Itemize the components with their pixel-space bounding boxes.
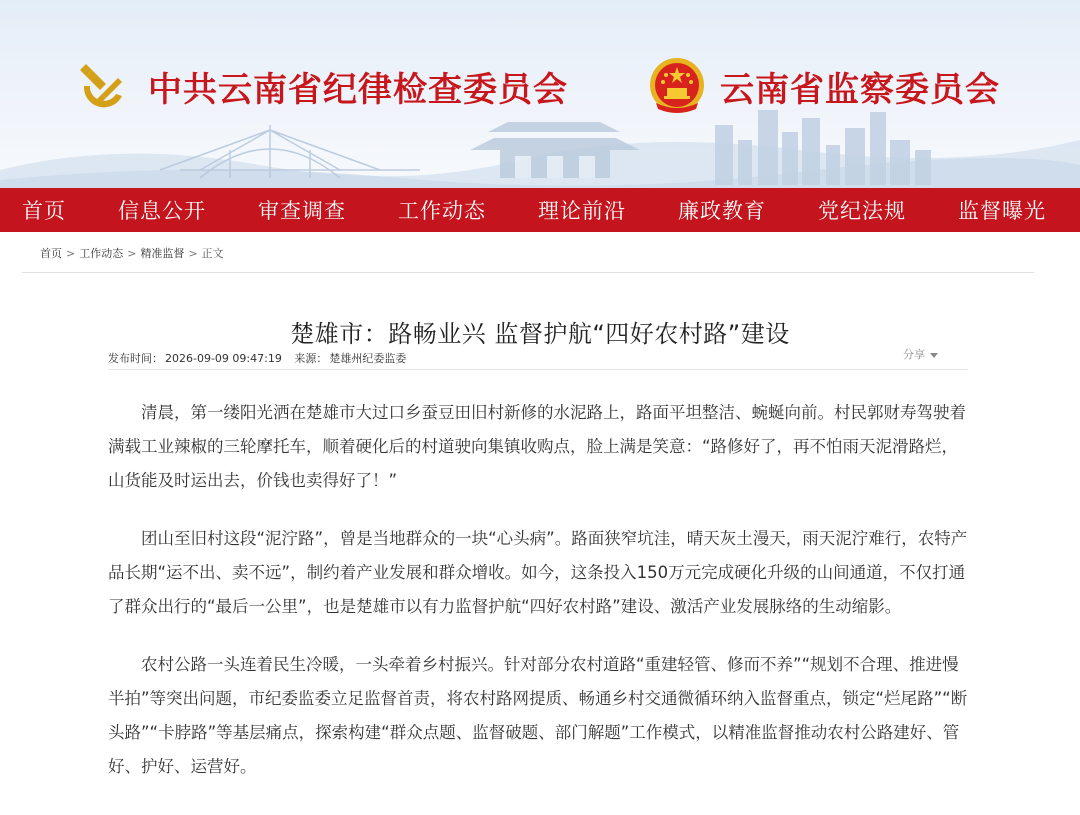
national-emblem-icon xyxy=(646,55,708,117)
share-label: 分享 xyxy=(903,348,925,361)
nav-item-work-news[interactable]: 工作动态 xyxy=(398,199,486,223)
nav-item-home[interactable]: 首页 xyxy=(22,199,66,223)
org-title-supervision: 云南省监察委员会 xyxy=(720,70,1000,110)
source-value: 楚雄州纪委监委 xyxy=(329,352,407,365)
caret-down-icon xyxy=(930,353,938,358)
breadcrumb-separator: > xyxy=(66,247,76,260)
article-paragraph: 团山至旧村这段“泥泞路”，曾是当地群众的一块“心头病”。路面狭窄坑洼，晴天灰土漫天，雨天泥泞难行，农特产品长期“运不出、卖不远”，制约着产业发展和群众增收。如今，这条投入150万元完成硬化升级的山间通道，不仅打通了群众出行的“最后一公里”，也是楚雄市以有力监督护航“四好农村路”建设、激活产业发展脉络的生动缩影。 xyxy=(108,529,968,616)
share-button[interactable] xyxy=(903,346,938,362)
nav-item-exposure[interactable]: 监督曝光 xyxy=(958,199,1046,223)
article-paragraph: 农村公路一头连着民生冷暖，一头牵着乡村振兴。针对部分农村道路“重建轻管、修而不养”“规划不合理、推进慢半拍”等突出问题，市纪委监委立足监督首责，将农村路网提质、畅通乡村交通微循环纳入监督重点，锁定“烂尾路”“断头路”“卡脖路”等基层痛点，探索构建“群众点题、监督破题、部门解题”工作模式，以精准监督推动农村公路建好、管好、护好、运营好。 xyxy=(108,655,968,776)
published-label: 发布时间： xyxy=(108,352,163,365)
article-title: 楚雄市：路畅业兴 监督护航“四好农村路”建设 xyxy=(290,320,790,349)
nav-item-info-disclosure[interactable]: 信息公开 xyxy=(118,199,206,223)
divider xyxy=(108,369,968,370)
breadcrumb-separator: > xyxy=(188,247,198,260)
nav-item-investigation[interactable]: 审查调查 xyxy=(258,199,346,223)
nav-item-theory[interactable]: 理论前沿 xyxy=(538,199,626,223)
article-body xyxy=(108,396,974,808)
breadcrumb xyxy=(40,245,224,261)
published-time: 2026-09-09 09:47:19 xyxy=(165,352,282,365)
party-emblem-icon xyxy=(72,56,134,118)
nav-item-regulations[interactable]: 党纪法规 xyxy=(818,199,906,223)
main-nav xyxy=(0,188,1080,232)
breadcrumb-work-news[interactable]: 工作动态 xyxy=(79,247,124,260)
breadcrumb-current: 正文 xyxy=(201,247,224,260)
nav-item-integrity-education[interactable]: 廉政教育 xyxy=(678,199,766,223)
source-label: 来源： xyxy=(294,352,328,365)
article-paragraph: 清晨，第一缕阳光洒在楚雄市大过口乡蚕豆田旧村新修的水泥路上，路面平坦整洁、蜿蜒向前。村民郭财寿驾驶着满载工业辣椒的三轮摩托车，顺着硬化后的村道驶向集镇收购点，脸上满是笑意：“路修好了，再不怕雨天泥滑路烂，山货能及时运出去，价钱也卖得好了！” xyxy=(108,403,966,490)
divider xyxy=(22,272,1034,273)
breadcrumb-separator: > xyxy=(127,247,137,260)
breadcrumb-home[interactable]: 首页 xyxy=(40,247,62,260)
site-banner xyxy=(0,0,1080,188)
breadcrumb-precise-supervision[interactable]: 精准监督 xyxy=(140,247,185,260)
article-meta xyxy=(108,350,408,366)
org-title-cpc: 中共云南省纪律检查委员会 xyxy=(148,70,568,110)
